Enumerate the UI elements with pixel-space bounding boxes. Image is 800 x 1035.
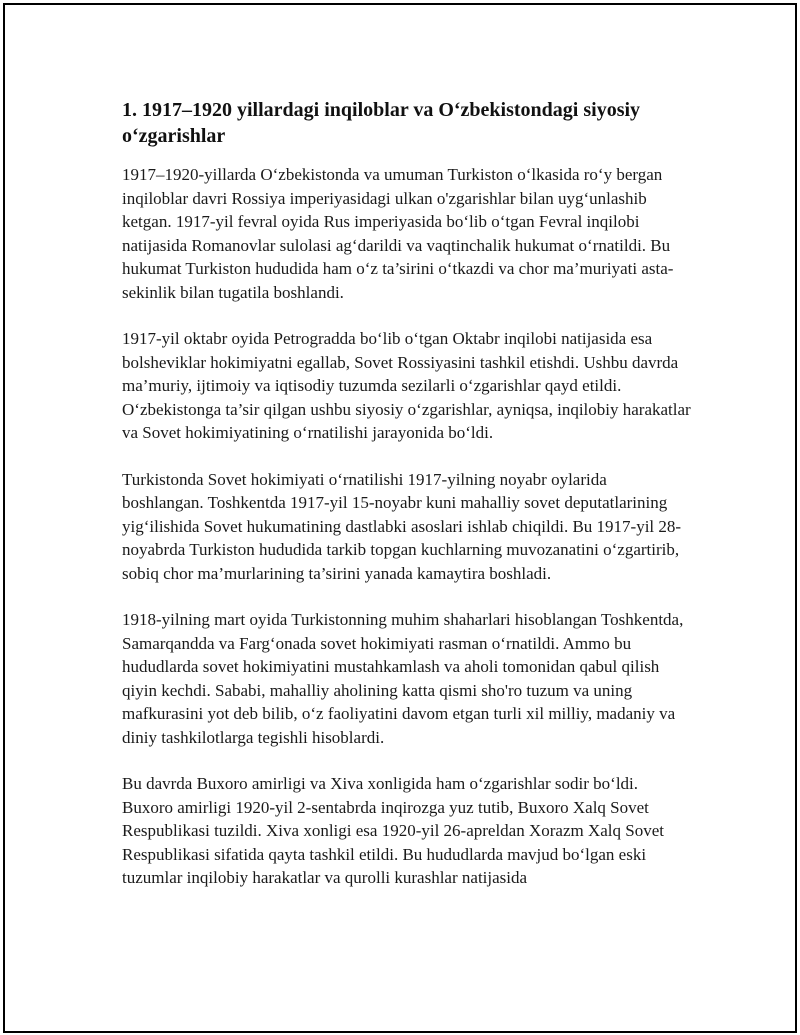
paragraph-1: 1917–1920-yillarda O‘zbekistonda va umuman Turkiston o‘lkasida ro‘y bergan inqiloblar davri Rossiya imperiyasidagi ulkan o'zgarishlar bilan uyg‘unlashib ketgan. 1917-yil fevral oyida Rus imperiyasida bo‘lib o‘tgan Fevral inqilobi natijasida Romanovlar sulolasi ag‘darildi va vaqtinchalik hukumat o‘rnatildi. Bu hukumat Turkiston hududida ham o‘z ta’sirini o‘tkazdi va chor ma’muriyati asta-sekinlik bilan tugatila boshlandi. (122, 165, 674, 302)
paragraph-2: 1917-yil oktabr oyida Petrogradda bo‘lib o‘tgan Oktabr inqilobi natijasida esa bolsheviklar hokimiyatni egallab, Sovet Rossiyasini tashkil etishdi. Ushbu davrda ma’muriy, ijtimoiy va iqtisodiy tuzumda sezilarli o‘zgarishlar qayd etildi. O‘zbekistonga ta’sir qilgan ushbu siyosiy o‘zgarishlar, ayniqsa, inqilobiy harakatlar va Sovet hokimiyatining o‘rnatilishi jarayonida bo‘ldi. (122, 329, 691, 442)
paragraph-3: Turkistonda Sovet hokimiyati o‘rnatilishi 1917-yilning noyabr oylarida boshlangan. Toshkentda 1917-yil 15-noyabr kuni mahalliy sovet deputatlarining yig‘ilishida Sovet hukumatining dastlabki asoslari ishlab chiqildi. Bu 1917-yil 28-noyabrda Turkiston hududida tarkib topgan kuchlarning muvozanatini o‘zgartirib, sobiq chor ma’murlarining ta’sirini yanada kamaytira boshladi. (122, 469, 682, 583)
paragraph-4: 1918-yilning mart oyida Turkistonning muhim shaharlari hisoblangan Toshkentda, Samarqandda va Farg‘onada sovet hokimiyati rasman o‘rnatildi. Ammo bu hududlarda sovet hokimiyatini mustahkamlash va aholi tomonidan qabul qilish qiyin kechdi. Sababi, mahalliy aholining katta qismi sho'ro tuzum va uning mafkurasini yot deb bilib, o‘z faoliyatini davom etgan turli xil milliy, madaniy va diniy tashkilotlarga tegishli hisoblardi. (122, 610, 684, 747)
page-frame (3, 3, 797, 1033)
document-body (122, 97, 692, 913)
section-heading: 1. 1917–1920 yillardagi inqiloblar va O‘zbekistondagi siyosiy o‘zgarishlar (122, 99, 641, 147)
paragraph-5: Bu davrda Buxoro amirligi va Xiva xonligida ham o‘zgarishlar sodir bo‘ldi. Buxoro amirligi 1920-yil 2-sentabrda inqirozga yuz tutib, Buxoro Xalq Sovet Respublikasi tuzildi. Xiva xonligi esa 1920-yil 26-apreldan Xorazm Xalq Sovet Respublikasi sifatida qayta tashkil etildi. Bu hududlarda mavjud bo‘lgan eski tuzumlar inqilobiy harakatlar va qurolli kurashlar natijasida (122, 774, 664, 887)
